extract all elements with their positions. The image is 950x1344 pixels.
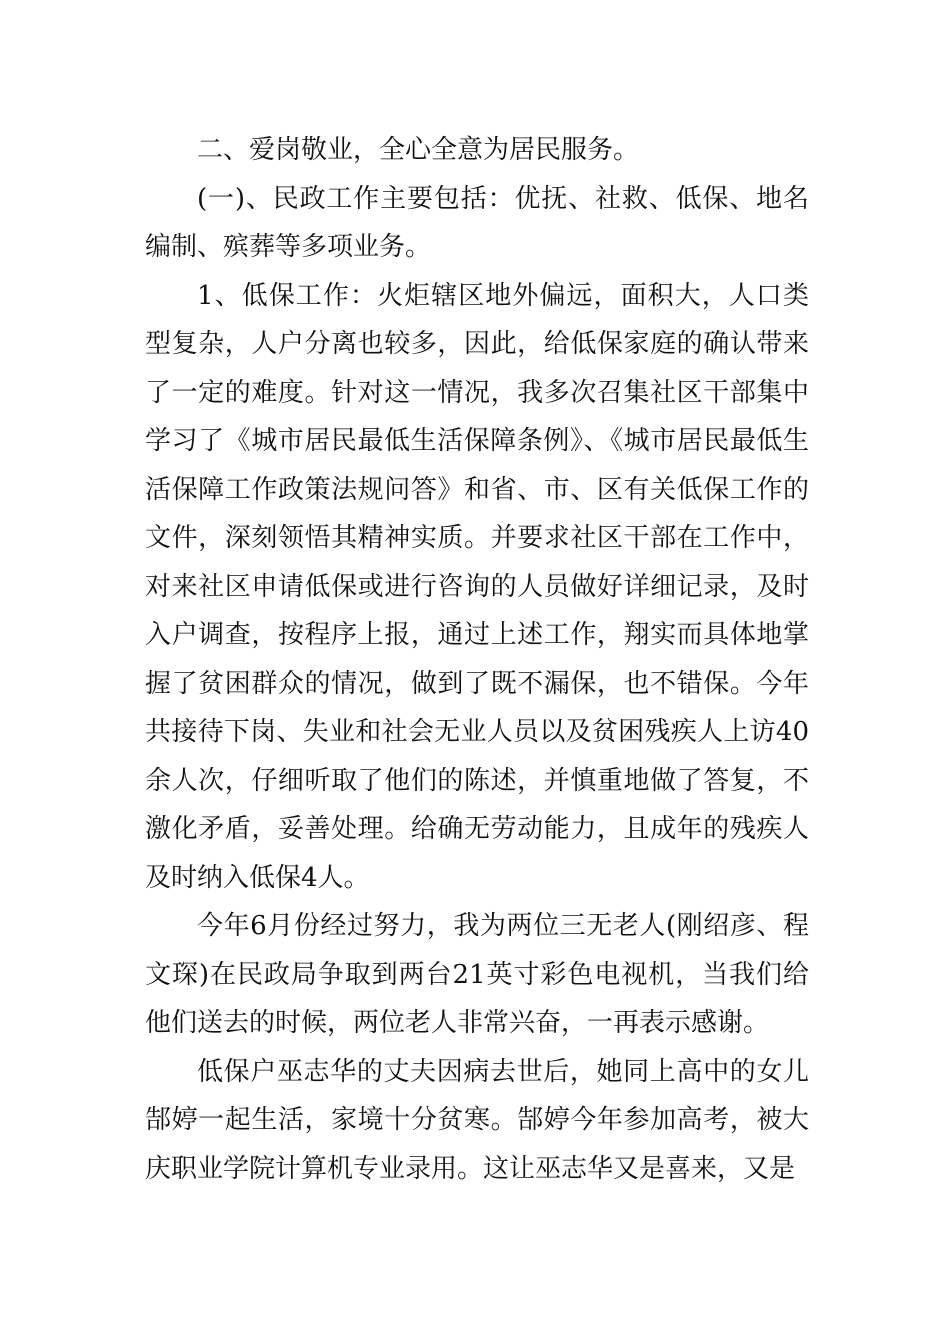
document-body — [145, 126, 809, 1193]
paragraph-civil-affairs-scope: (一)、民政工作主要包括：优抚、社救、低保、地名编制、殡葬等多项业务。 — [145, 183, 809, 262]
section-heading: 二、爱岗敬业，全心全意为居民服务。 — [197, 135, 640, 165]
paragraph-tv-donation: 今年6月份经过努力，我为两位三无老人(刚绍彦、程文琛)在民政局争取到两台21英寸彩色电视机，当我们给他们送去的时候，两位老人非常兴奋，一再表示感谢。 — [145, 911, 809, 1038]
paragraph-low-income-work: 1、低保工作：火炬辖区地外偏远，面积大，人口类型复杂，人户分离也较多，因此，给低保家庭的确认带来了一定的难度。针对这一情况，我多次召集社区干部集中学习了《城市居民最低生活保障条例》、《城市居民最低生活保障工作政策法规问答》和省、市、区有关低保工作的文件，深刻领悟其精神实质。并要求社区干部在工作中，对来社区申请低保或进行咨询的人员做好详细记录，及时入户调查，按程序上报，通过上述工作，翔实而具体地掌握了贫困群众的情况，做到了既不漏保，也不错保。今年共接待下岗、失业和社会无业人员以及贫困残疾人上访40余人次，仔细听取了他们的陈述，并慎重地做了答复，不激化矛盾，妥善处理。给确无劳动能力，且成年的残疾人及时纳入低保4人。 — [145, 280, 809, 893]
paragraph-household-case: 低保户巫志华的丈夫因病去世后，她同上高中的女儿郜婷一起生活，家境十分贫寒。郜婷今年参加高考，被大庆职业学院计算机专业录用。这让巫志华又是喜来，又是 — [145, 1056, 809, 1184]
